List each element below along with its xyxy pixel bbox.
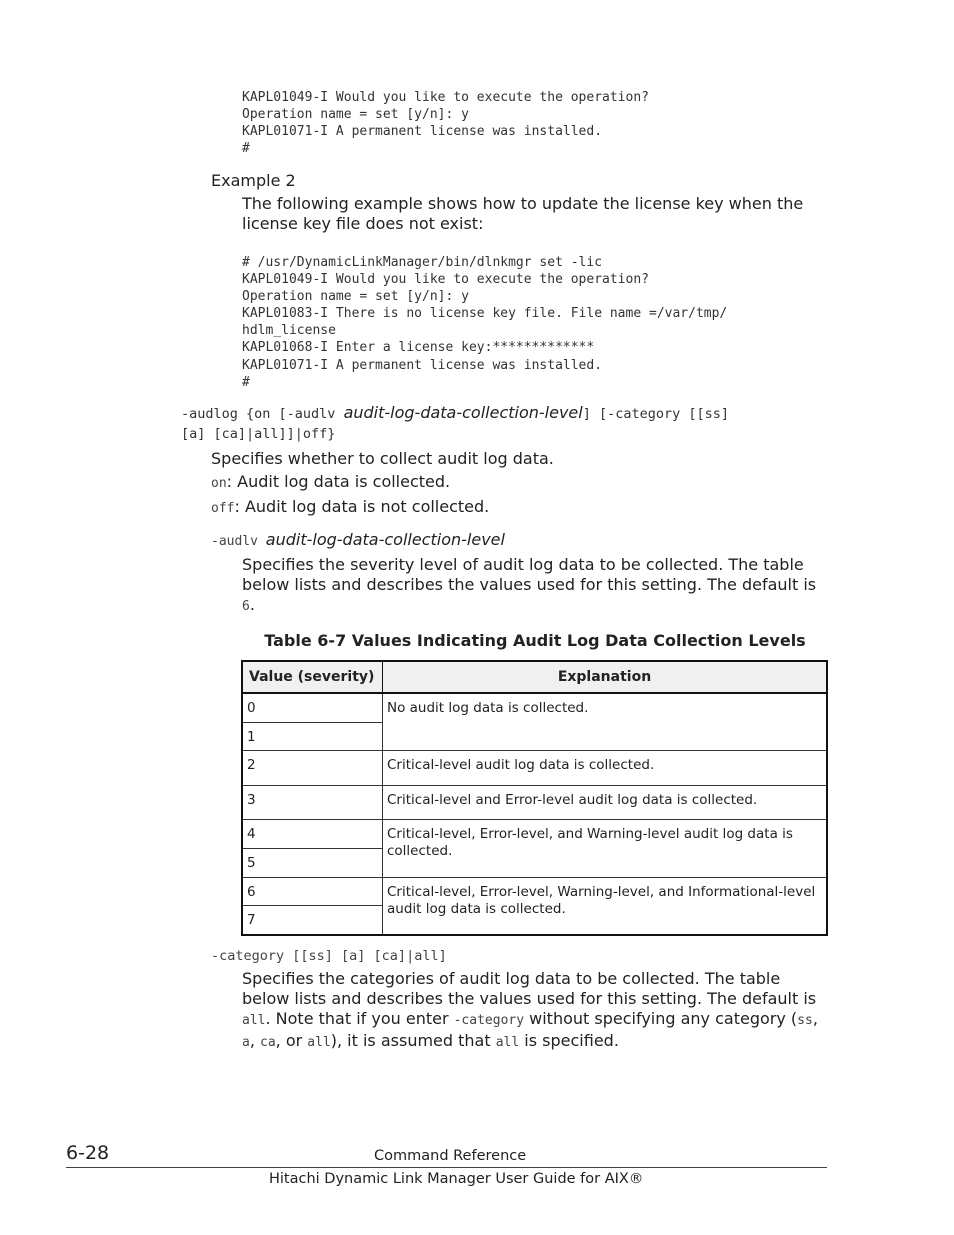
code-line: # bbox=[242, 141, 250, 157]
column-header: Explanation bbox=[383, 661, 828, 693]
category-desc-text: without specifying any category ( bbox=[524, 1009, 798, 1028]
table-row bbox=[242, 751, 827, 786]
explanation-cell: Critical-level, Error-level, Warning-level, and Informational-level audit log data is collected. bbox=[383, 877, 828, 935]
code-all: all bbox=[495, 1035, 520, 1050]
severity-cell: 7 bbox=[242, 906, 383, 935]
code-category: -category bbox=[453, 1013, 525, 1028]
audlog-syntax-part: ] [-category [[ss] bbox=[582, 406, 730, 422]
category-desc-text: ), it is assumed that bbox=[330, 1031, 496, 1050]
footer-divider bbox=[66, 1167, 827, 1168]
audlog-description: Specifies whether to collect audit log data. bbox=[211, 449, 554, 468]
code-line: Operation name = set [y/n]: y bbox=[242, 289, 469, 305]
audlv-description bbox=[242, 555, 828, 617]
audlv-param: audit-log-data-collection-level bbox=[265, 530, 505, 549]
category-desc-text: Specifies the categories of audit log data to be collected. The table below lists and describes the values used for this setting. The default is bbox=[242, 969, 817, 1008]
code-line: KAPL01071-I A permanent license was installed. bbox=[242, 124, 603, 140]
code-all: all bbox=[242, 1013, 266, 1028]
audlog-syntax-part: -audlog {on [-audlv bbox=[181, 406, 344, 422]
table-row bbox=[242, 820, 827, 849]
column-header: Value (severity) bbox=[242, 661, 383, 693]
code-all: all bbox=[307, 1035, 331, 1050]
code-line: KAPL01071-I A permanent license was installed. bbox=[242, 357, 603, 373]
code-line: # bbox=[242, 374, 250, 390]
severity-cell: 4 bbox=[242, 820, 383, 849]
code-line: KAPL01068-I Enter a license key:************* bbox=[242, 340, 595, 356]
severity-cell: 3 bbox=[242, 785, 383, 820]
example2-heading: Example 2 bbox=[211, 171, 296, 190]
category-desc-text: , or bbox=[275, 1031, 308, 1050]
audlv-heading bbox=[211, 530, 505, 552]
severity-cell: 5 bbox=[242, 848, 383, 877]
on-keyword: on bbox=[211, 476, 227, 491]
table-caption: Table 6-7 Values Indicating Audit Log Data Collection Levels bbox=[264, 631, 806, 650]
code-ca: ca bbox=[260, 1035, 276, 1050]
explanation-cell: No audit log data is collected. bbox=[383, 693, 828, 751]
audlv-keyword: -audlv bbox=[211, 534, 266, 549]
explanation-cell: Critical-level and Error-level audit log data is collected. bbox=[383, 785, 828, 820]
code-block-example1-tail bbox=[242, 89, 649, 157]
on-description: : Audit log data is collected. bbox=[226, 472, 451, 491]
code-line: Operation name = set [y/n]: y bbox=[242, 107, 469, 123]
audlv-default-value: 6 bbox=[242, 599, 250, 614]
table-row bbox=[242, 785, 827, 820]
category-desc-text: . Note that if you enter bbox=[265, 1009, 454, 1028]
off-description: : Audit log data is not collected. bbox=[234, 497, 490, 516]
category-heading: -category [[ss] [a] [ca]|all] bbox=[211, 948, 447, 964]
page-number: 6-28 bbox=[66, 1142, 110, 1164]
category-desc-text: , bbox=[812, 1009, 818, 1028]
off-keyword: off bbox=[211, 501, 235, 516]
audlog-on-option bbox=[211, 472, 450, 494]
audlog-off-option bbox=[211, 497, 489, 519]
audlv-desc-text: Specifies the severity level of audit log data to be collected. The table below lists and describes the values used for this setting. The default is bbox=[242, 555, 817, 594]
audlog-syntax bbox=[181, 403, 831, 444]
category-desc-text: , bbox=[249, 1031, 260, 1050]
footer-book-title: Hitachi Dynamic Link Manager User Guide for AIX® bbox=[269, 1171, 644, 1187]
audit-level-table bbox=[241, 660, 828, 936]
code-ss: ss bbox=[797, 1013, 813, 1028]
explanation-cell: Critical-level audit log data is collected. bbox=[383, 751, 828, 786]
severity-cell: 1 bbox=[242, 722, 383, 751]
category-description bbox=[242, 969, 828, 1053]
code-line: # /usr/DynamicLinkManager/bin/dlnkmgr set -lic bbox=[242, 255, 603, 270]
code-line: hdlm_license bbox=[242, 323, 336, 339]
table-header-row bbox=[242, 661, 827, 693]
category-desc-text: is specified. bbox=[519, 1031, 619, 1050]
code-block-example2 bbox=[242, 254, 727, 391]
severity-cell: 2 bbox=[242, 751, 383, 786]
severity-cell: 6 bbox=[242, 877, 383, 906]
code-line: KAPL01049-I Would you like to execute the operation? bbox=[242, 90, 649, 105]
audlog-syntax-param: audit-log-data-collection-level bbox=[343, 403, 583, 422]
audlv-desc-text: . bbox=[249, 595, 255, 614]
explanation-cell: Critical-level, Error-level, and Warning-level audit log data is collected. bbox=[383, 820, 828, 877]
footer-section: Command Reference bbox=[374, 1148, 527, 1164]
table-row bbox=[242, 693, 827, 722]
code-line: KAPL01083-I There is no license key file. File name =/var/tmp/ bbox=[242, 306, 728, 322]
table-row bbox=[242, 877, 827, 906]
audlog-syntax-line2: [a] [ca]|all]]|off} bbox=[181, 426, 336, 442]
code-line: KAPL01049-I Would you like to execute the operation? bbox=[242, 272, 649, 288]
severity-cell: 0 bbox=[242, 693, 383, 722]
example2-intro: The following example shows how to update the license key when the license key file does not exist: bbox=[242, 194, 804, 233]
code-a: a bbox=[242, 1035, 250, 1050]
